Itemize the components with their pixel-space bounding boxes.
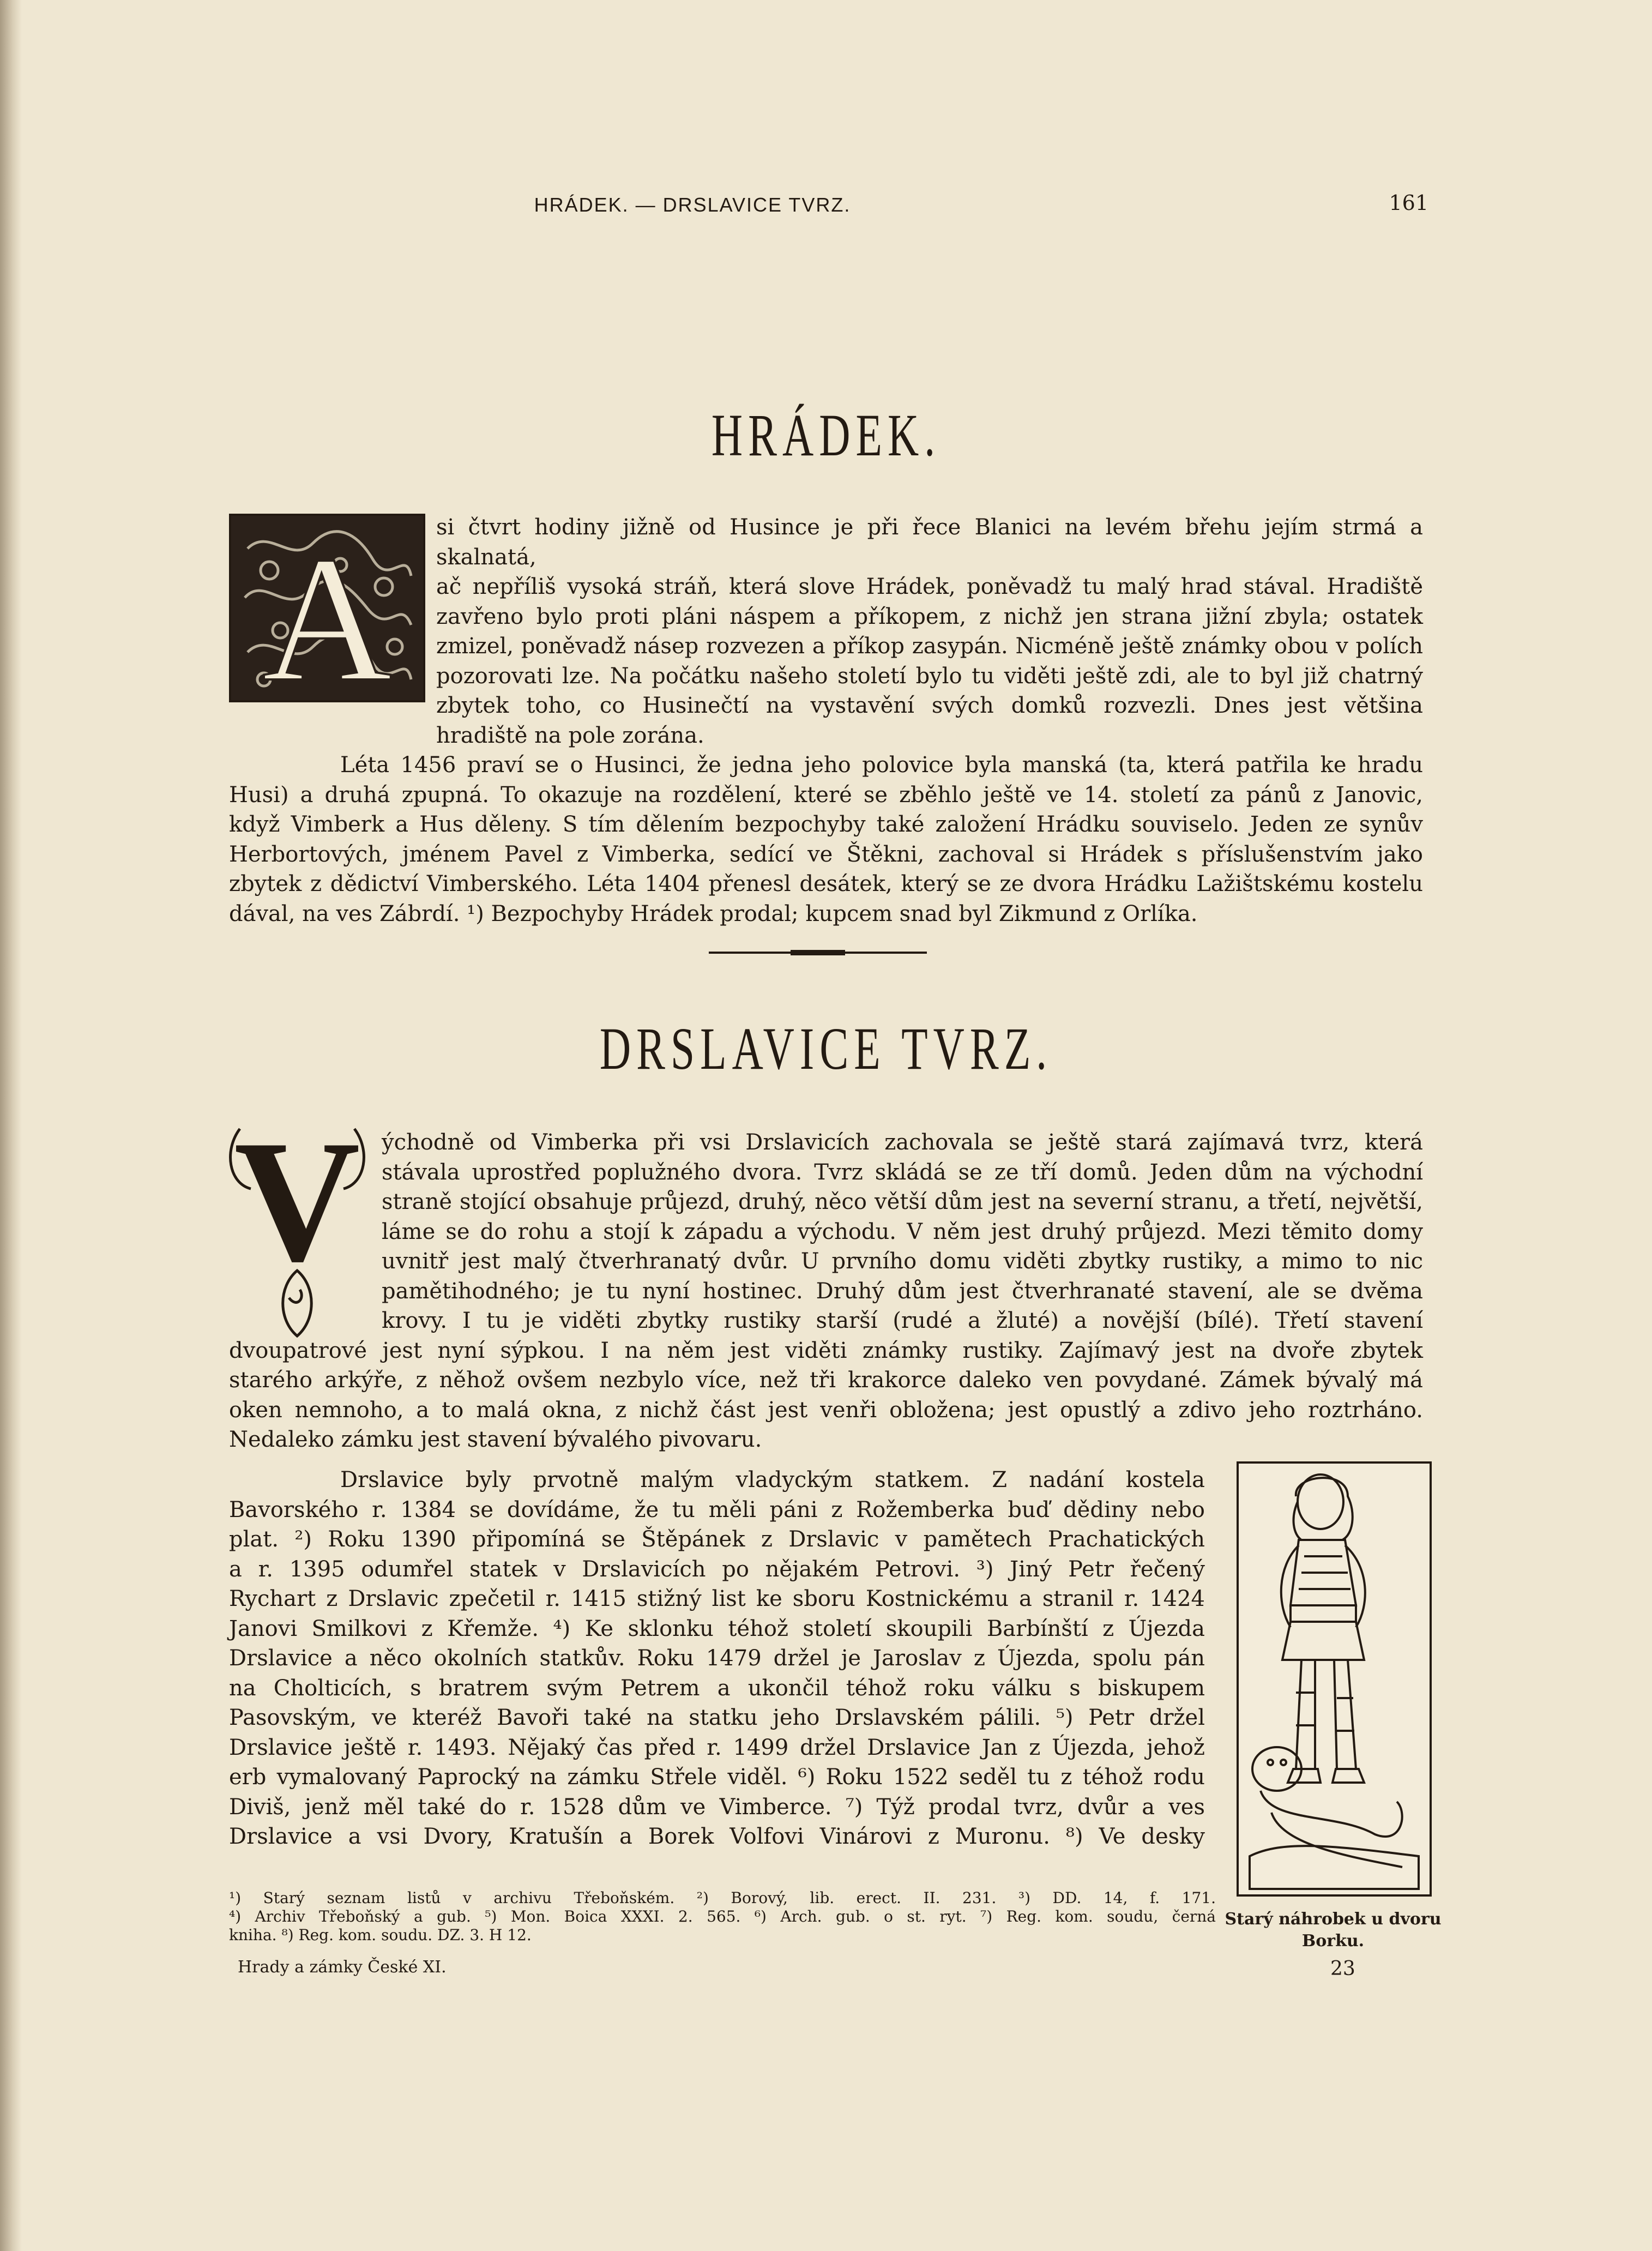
section2-line: Nedaleko zámku jest stavení bývalého pivovaru. [229,1427,762,1452]
tombstone-figure [1237,1461,1432,1897]
section1-line: dával, na ves Zábrdí. ¹) Bezpochyby Hrádek prodal; kupcem snad byl Zikmund z Orlíka. [229,901,1198,926]
section-divider [709,952,927,954]
signature-mark: 23 [1330,1958,1355,1980]
footnote-line: ⁴) Archiv Třeboňský a gub. ⁵) Mon. Boica XXXI. 2. 565. ⁶) Arch. gub. o st. ryt. ⁷) Reg. kom. soudu, černá [229,1907,1216,1925]
section1-line: Husi) a druhá zpupná. To okazuje na rozdělení, které se zběhlo ještě ve 14. století za pánů z Janovic, [229,782,1423,808]
section1-line: ač nepříliš vysoká stráň, která slove Hrádek, poněvadž tu malý hrad stával. Hradiště [436,574,1423,599]
section2-line: Drslavice a vsi Dvory, Kratušín a Borek Volfovi Vinárovi z Muronu. ⁸) Ve desky [229,1824,1205,1849]
section1-line: hradiště na pole zorána. [436,723,704,748]
figure-caption: Starý náhrobek u dvoru Borku. [1225,1910,1442,1951]
section2-line: láme se do rohu a stojí k západu a východu. V něm jest druhý průjezd. Mezi těmito domy [382,1219,1423,1244]
section1-line: Léta 1456 praví se o Husinci, že jedna jeho polovice byla manská (ta, která patřila ke hradu [340,753,1423,778]
section2-line: Drslavice ještě r. 1493. Nějaký čas před r. 1499 držel Drslavice Jan z Újezda, jehož [229,1735,1205,1760]
running-head: HRÁDEK. — DRSLAVICE TVRZ. [534,194,851,216]
section1-line: zavřeno bylo proti pláni náspem a příkopem, z nichž jen strana jižní zbyla; ostatek [436,604,1423,629]
section1-line: zbytek toho, co Husinečtí na vystavění svých domků rozvezli. Dnes jest většina [436,693,1423,718]
section2-line: starého arkýře, z něhož ovšem nezbylo více, než tři krakorce daleko ven povydané. Zámek bývalý má [229,1368,1423,1393]
section2-line: stávala uprostřed poplužného dvora. Tvrz skládá se ze tří domů. Jeden dům na východní [382,1159,1423,1185]
section2-line: Pasovským, ve kteréž Bavoři také na statku jeho Drslavském pálili. ⁵) Petr držel [229,1705,1205,1730]
section2-line: plat. ²) Roku 1390 připomíná se Štěpánek z Drslavic v pamětech Prachatických [229,1527,1205,1552]
section2-line: Bavorského r. 1384 se dovídáme, že tu měli páni z Rožemberka buď dědiny nebo [229,1497,1205,1522]
section-title-drslavice: DRSLAVICE TVRZ. [599,1015,1053,1082]
section2-line: Rychart z Drslavic zpečetil r. 1415 stižný list ke sboru Kostnickému a stranil r. 1424 [229,1586,1205,1611]
footnote-line: ¹) Starý seznam listů v archivu Třeboňském. ²) Borový, lib. erect. II. 231. ³) DD. 14, f. 171. [229,1889,1216,1907]
section1-text [229,513,1423,929]
imprint: Hrady a zámky České XI. [238,1958,447,1977]
section2-line: ýchodně od Vimberka při vsi Drslavicích zachovala se ještě stará zajímavá tvrz, která [382,1130,1423,1155]
page-edge [0,0,22,2251]
section2-line: uvnitř jest malý čtverhranatý dvůr. U prvního domu viděti zbytky rustiky, a mimo to nic [382,1249,1423,1274]
section2-line: oken nemnoho, a to malá okna, z nichž část jest venři obložena; jest opustlý a zdivo jeho roztrháno. [229,1397,1423,1423]
section2-line: erb vymalovaný Paprocký na zámku Střele viděl. ⁶) Roku 1522 seděl tu z téhož rodu [229,1765,1205,1790]
section2-line: straně stojící obsahuje průjezd, druhý, něco větší dům jest na severní stranu, a třetí, největší, [382,1189,1423,1214]
section2-line: Drslavice byly prvotně malým vladyckým statkem. Z nadání kostela [340,1467,1205,1492]
section1-line: Herbortových, jménem Pavel z Vimberka, sedící ve Štěkni, zachoval si Hrádek s příslušenstvím jako [229,841,1423,867]
section1-line: zbytek z dědictví Vimberského. Léta 1404 přenesl desátek, který se ze dvora Hrádku Lažištskému kostelu [229,871,1423,896]
section2-line: dvoupatrové jest nyní sýpkou. I na něm jest viděti známky rustiky. Zajímavý jest na dvoře zbytek [229,1338,1423,1363]
section2-line: na Cholticích, s bratrem svým Petrem a ukončil téhož roku válku s biskupem [229,1675,1205,1701]
section2-text-continued [229,1465,1205,1852]
section1-line: když Vimberk a Hus děleny. S tím dělením bezpochyby také založení Hrádku souviselo. Jeden ze synův [229,812,1423,837]
section2-line: Drslavice a něco okolních statkův. Roku 1479 držel je Jaroslav z Újezda, spolu pán [229,1646,1205,1671]
drop-cap-v-letter: V [234,1107,360,1298]
footnote-line: kniha. ⁸) Reg. kom. soudu. DZ. 3. H 12. [229,1926,532,1944]
section2-line: pamětihodného; je tu nyní hostinec. Druhý dům jest čtverhranaté stavení, ale se dvěma [382,1278,1423,1304]
section2-line: Diviš, jenž měl také do r. 1528 dům ve Vimberce. ⁷) Týž prodal tvrz, dvůr a ves [229,1794,1205,1820]
section1-line: si čtvrt hodiny jižně od Husince je při řece Blanici na levém břehu jejím strmá a skalnatá, [436,515,1423,570]
section2-line: a r. 1395 odumřel statek v Drslavicích po nějakém Petrovi. ³) Jiný Petr řečený [229,1556,1205,1582]
section2-line: Janovi Smilkovi z Křemže. ⁴) Ke sklonku téhož století skoupili Barbínští z Újezda [229,1616,1205,1641]
page-number: 161 [1389,191,1428,215]
section2-line: krovy. I tu je viděti zbytky rustiky starší (rudé a žluté) a novější (bílé). Třetí stavení [382,1308,1423,1333]
section1-line: zmizel, poněvadž násep rozvezen a příkop zasypán. Nicméně ještě známky obou v polích [436,634,1423,659]
knight-tombstone-icon [1239,1464,1430,1894]
section2-text [229,1128,1423,1455]
drop-cap-a-letter: A [262,520,393,700]
section1-line: pozorovati lze. Na počátku našeho století bylo tu viděti ještě zdi, ale to byl již chatrný [436,663,1423,689]
section-title-hradek: HRÁDEK. [711,402,941,468]
